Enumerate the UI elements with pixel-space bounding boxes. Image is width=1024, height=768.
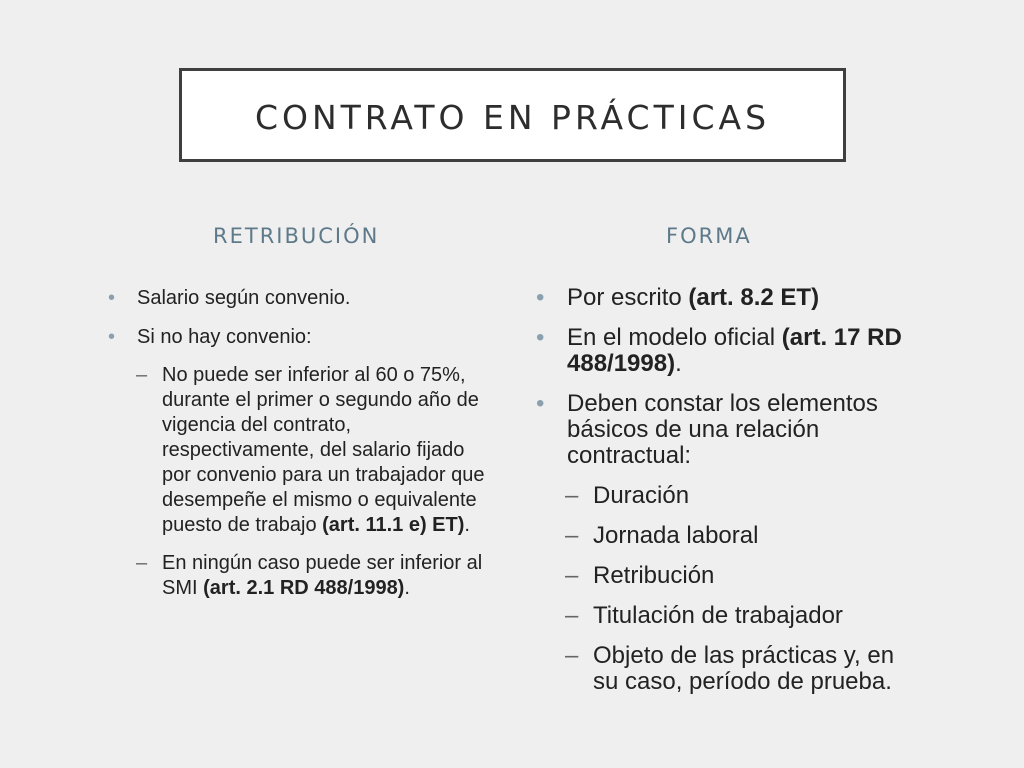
sub-text: No puede ser inferior al 60 o 75%, durante el primer o segundo año de vigencia del contrato, respectivamente, del salario fijado por convenio para un trabajador que desempeñe el mismo o equivalente puesto de trabajo [162,364,485,536]
bullet-text: Salario según convenio. [137,287,351,309]
sub-text: Jornada laboral [593,522,759,549]
dash-marker: – [565,562,579,589]
right-sub-retribucion [536,563,916,589]
right-sub-titulacion [536,603,916,629]
slide-title: CONTRATO EN PRÁCTICAS [254,97,771,137]
bullet-marker: • [536,390,545,417]
dash-marker: – [136,364,148,386]
dash-marker: – [565,642,579,669]
bullet-marker: • [108,287,116,309]
sub-end: . [464,514,470,536]
right-bullet-elementos [536,391,916,469]
left-bullet-sin-convenio [108,325,488,350]
sub-text: Duración [593,482,690,509]
bullet-marker: • [536,324,545,351]
legal-reference: (art. 8.2 ET) [688,284,820,311]
title-box [179,68,846,162]
sub-end: . [404,577,410,599]
dash-marker: – [136,552,148,574]
left-sub-inferior [108,363,488,538]
heading-forma: FORMA [666,224,752,248]
bullet-text: Por escrito [567,284,689,311]
sub-text: En ningún caso puede ser inferior al SMI [162,552,483,599]
sub-text: Titulación de trabajador [593,602,843,629]
legal-reference: (art. 11.1 e) ET) [322,514,465,536]
sub-text: Objeto de las prácticas y, en su caso, período de prueba. [593,642,895,695]
right-bullet-modelo [536,325,916,377]
left-bullet-salario [108,286,488,311]
bullet-text: Si no hay convenio: [137,326,312,348]
legal-reference: (art. 17 RD 488/1998) [567,324,902,377]
legal-reference: (art. 2.1 RD 488/1998) [203,577,405,599]
dash-marker: – [565,602,579,629]
right-sub-jornada [536,523,916,549]
sub-text: Retribución [593,562,715,589]
dash-marker: – [565,522,579,549]
bullet-marker: • [536,284,545,311]
left-sub-smi [108,551,488,601]
bullet-text: En el modelo oficial [567,324,782,351]
dash-marker: – [565,482,579,509]
right-sub-objeto [536,643,916,695]
bullet-text: Deben constar los elementos básicos de una relación contractual: [567,390,878,469]
right-column [536,285,916,695]
right-bullet-escrito [536,285,916,311]
bullet-marker: • [108,326,116,348]
heading-retribucion: RETRIBUCIÓN [213,224,380,248]
left-column [108,286,488,601]
bullet-end: . [675,350,682,377]
right-sub-duracion [536,483,916,509]
